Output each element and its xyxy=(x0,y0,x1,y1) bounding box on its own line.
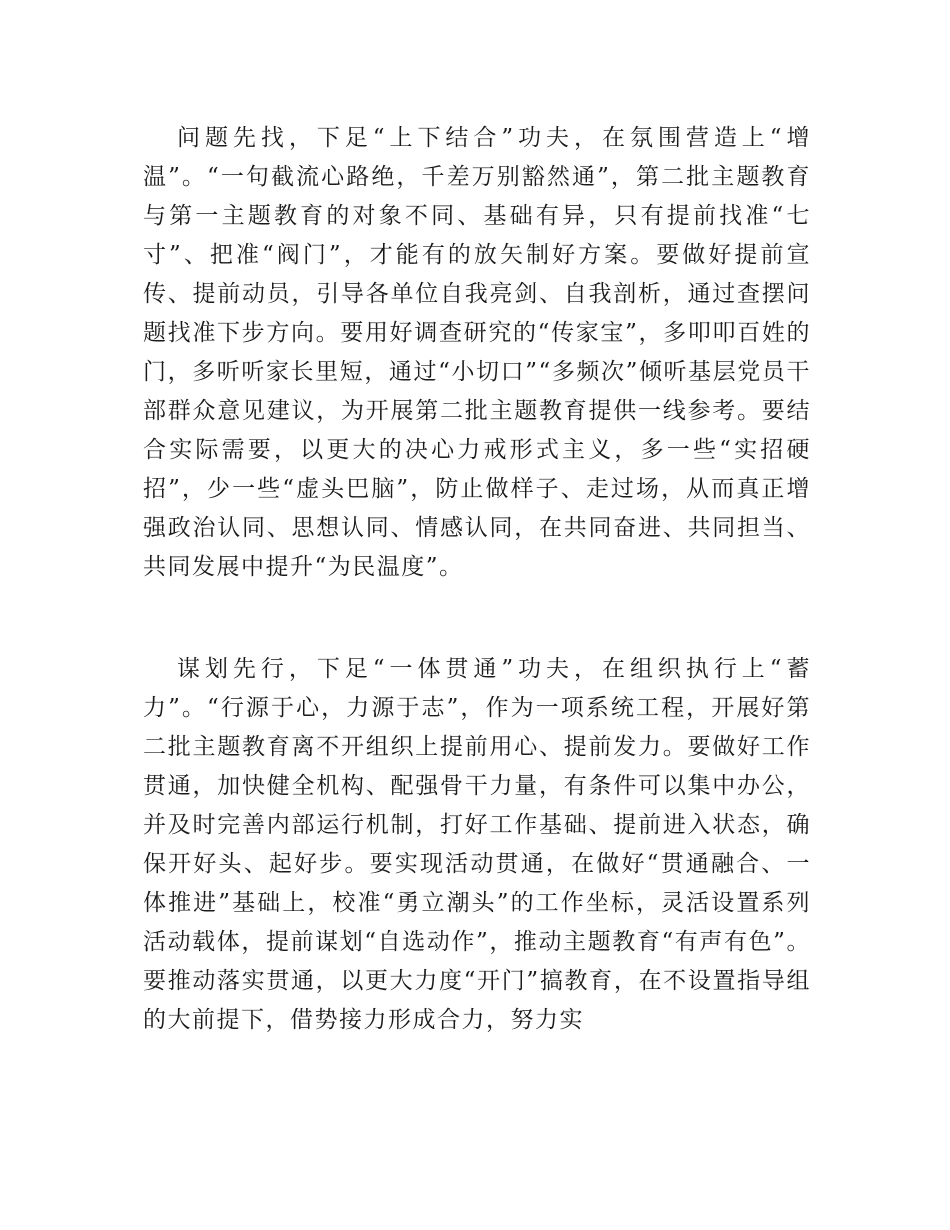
body-text-block xyxy=(143,119,811,587)
paragraph-2: 谋划先行，下足“一体贯通”功夫，在组织执行上“蓄力”。“行源于心，力源于志”，作为一项系统工程，开展好第二批主题教育离不开组织上提前用心、提前发力。要做好工作贯通，加快健全机构、配强骨干力量，有条件可以集中办公，并及时完善内部运行机制，打好工作基础、提前进入状态，确保开好头、起好步。要实现活动贯通，在做好“贯通融合、一体推进”基础上，校准“勇立潮头”的工作坐标，灵活设置系列活动载体，提前谋划“自选动作”，推动主题教育“有声有色”。要推动落实贯通，以更大力度“开门”搞教育，在不设置指导组的大前提下，借势接力形成合力，努力实 xyxy=(143,656,811,1033)
paragraph-1: 问题先找，下足“上下结合”功夫，在氛围营造上“增温”。“一句截流心路绝，千差万别豁然通”，第二批主题教育与第一主题教育的对象不同、基础有异，只有提前找准“七寸”、把准“阀门”，才能有的放矢制好方案。要做好提前宣传、提前动员，引导各单位自我亮剑、自我剖析，通过查摆问题找准下步方向。要用好调查研究的“传家宝”，多叩叩百姓的门，多听听家长里短，通过“小切口”“多频次”倾听基层党员干部群众意见建议，为开展第二批主题教育提供一线参考。要结合实际需要，以更大的决心力戒形式主义，多一些“实招硬招”，少一些“虚头巴脑”，防止做样子、走过场，从而真正增强政治认同、思想认同、情感认同，在共同奋进、共同担当、共同发展中提升“为民温度”。 xyxy=(143,125,811,580)
body-text-block xyxy=(143,650,811,1040)
